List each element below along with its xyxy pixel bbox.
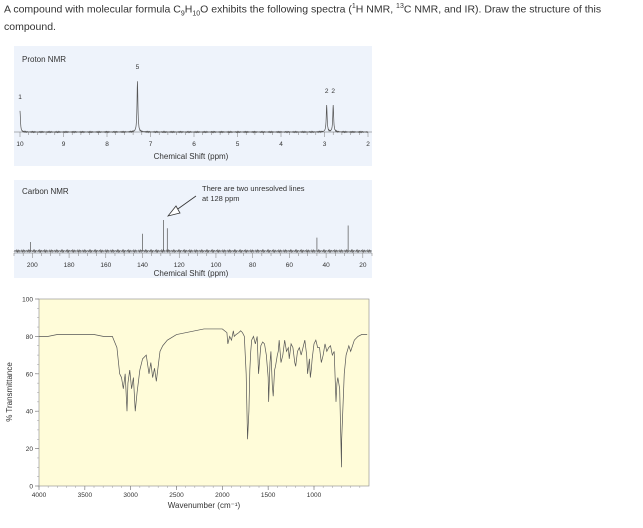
proton-nmr-tick-label: 3 — [322, 141, 327, 148]
proton-nmr-integration-label: 1 — [18, 94, 22, 101]
proton-nmr-xlabel: Chemical Shift (ppm) — [153, 152, 229, 161]
ir-xlabel: Wavenumber (cm⁻¹) — [167, 501, 241, 510]
ir-y-tick-label: 40 — [25, 408, 33, 416]
proton-nmr-tick-label: 4 — [279, 141, 283, 148]
carbon-nmr-tick-label: 120 — [173, 262, 185, 269]
proton-nmr-integration-label: 2 — [331, 88, 336, 95]
ir-x-tick-label: 3000 — [123, 492, 138, 499]
ir-y-tick-label: 0 — [29, 483, 33, 491]
carbon-nmr-title: Carbon NMR — [22, 187, 69, 196]
carbon-nmr-tick-label: 80 — [249, 262, 257, 269]
carbon-nmr-tick-label: 20 — [359, 262, 367, 269]
proton-nmr-tick-label: 8 — [105, 141, 109, 148]
carbon-nmr-tick-label: 100 — [210, 262, 222, 269]
carbon-nmr-annotation-line1: There are two unresolved lines — [202, 184, 305, 193]
carbon-nmr-tick-label: 200 — [26, 262, 38, 269]
proton-nmr-background — [14, 46, 372, 166]
proton-nmr-tick-label: 7 — [148, 141, 153, 148]
ir-y-tick-label: 80 — [25, 333, 33, 341]
carbon-nmr-tick-label: 160 — [100, 262, 112, 269]
carbon-nmr-xlabel: Chemical Shift (ppm) — [153, 269, 229, 278]
proton-nmr-tick-label: 9 — [61, 141, 66, 148]
ir-x-tick-label: 3500 — [77, 492, 93, 499]
proton-nmr-integration-label: 5 — [135, 64, 140, 71]
proton-nmr-tick-label: 10 — [16, 141, 24, 148]
question-text: A compound with molecular formula $C_9H_{10}O$ exhibits the following spectra ($^1$H NMR, $^{13}$C NMR, and IR). Draw the structure of this compound. — [4, 3, 602, 33]
carbon-nmr-annotation-line2: at 128 ppm — [202, 194, 240, 203]
carbon-nmr-chart — [14, 180, 372, 278]
ir-x-tick-label: 2000 — [215, 492, 230, 499]
ir-chart — [5, 297, 369, 511]
carbon-nmr-tick-label: 40 — [322, 262, 330, 269]
proton-nmr-tick-label: 2 — [366, 141, 370, 148]
ir-x-tick-label: 1000 — [306, 492, 322, 499]
ir-y-tick-label: 20 — [25, 446, 33, 454]
carbon-nmr-tick-label: 180 — [63, 262, 75, 269]
proton-nmr-tick-label: 6 — [192, 141, 196, 148]
ir-x-tick-label: 2500 — [169, 492, 184, 499]
ir-y-tick-label: 100 — [22, 296, 33, 304]
ir-ylabel: % Transmittance — [5, 362, 14, 422]
proton-nmr-integration-label: 2 — [324, 88, 329, 95]
proton-nmr-chart — [14, 46, 372, 166]
ir-x-tick-label: 4000 — [31, 492, 47, 499]
ir-y-tick-label: 60 — [25, 371, 33, 379]
carbon-nmr-tick-label: 140 — [137, 262, 148, 269]
proton-nmr-tick-label: 5 — [235, 141, 240, 148]
carbon-nmr-tick-label: 60 — [285, 262, 294, 269]
proton-nmr-title: Proton NMR — [22, 55, 67, 64]
ir-x-tick-label: 1500 — [260, 492, 276, 499]
ir-plot-area — [39, 299, 369, 486]
